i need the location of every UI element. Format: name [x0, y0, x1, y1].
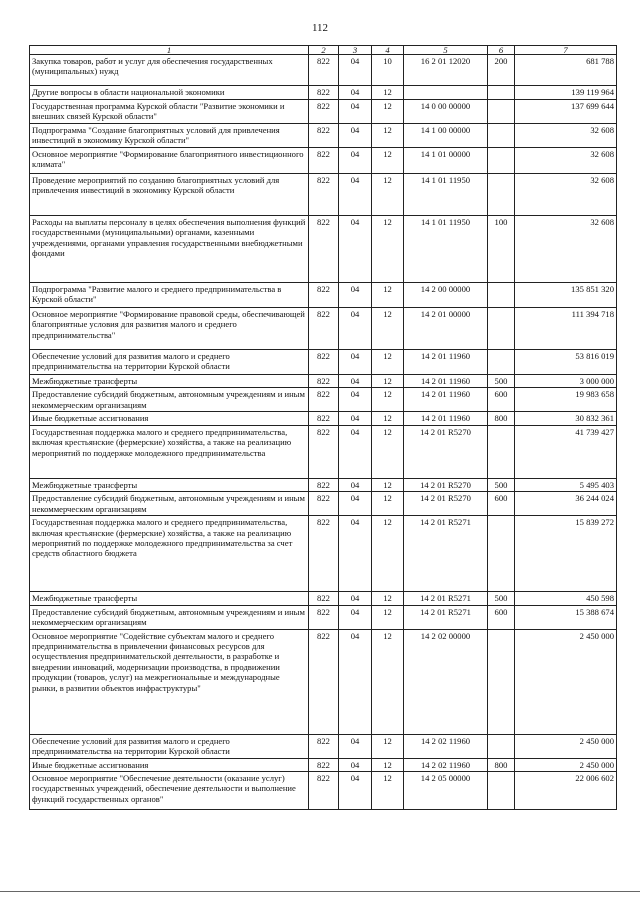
cell-vr: 600	[488, 605, 515, 629]
cell-csr: 14 1 00 00000	[404, 124, 488, 148]
cell-name: Иные бюджетные ассигнования	[30, 412, 309, 425]
cell-csr: 14 2 01 11960	[404, 412, 488, 425]
cell-name: Государственная поддержка малого и среднего предпринимательства, включая крестьянские (фермерские) хозяйства, а также на реализацию мероприятий по поддержке молодежного предпринимательства	[30, 425, 309, 478]
cell-pr: 12	[372, 308, 404, 350]
cell-ved: 822	[309, 124, 339, 148]
cell-sum: 22 006 602	[515, 772, 617, 810]
cell-vr	[488, 516, 515, 592]
cell-rz: 04	[339, 375, 372, 388]
table-row	[30, 758, 617, 771]
cell-rz: 04	[339, 86, 372, 100]
cell-csr: 14 1 01 11950	[404, 174, 488, 216]
cell-vr: 100	[488, 216, 515, 283]
cell-sum: 135 851 320	[515, 283, 617, 308]
cell-sum: 2 450 000	[515, 629, 617, 734]
cell-sum: 450 598	[515, 592, 617, 605]
cell-pr: 12	[372, 734, 404, 758]
table-row	[30, 734, 617, 758]
cell-name: Межбюджетные трансферты	[30, 592, 309, 605]
table-row	[30, 100, 617, 124]
cell-ved: 822	[309, 592, 339, 605]
cell-ved: 822	[309, 492, 339, 516]
cell-sum: 53 816 019	[515, 350, 617, 375]
cell-sum: 15 839 272	[515, 516, 617, 592]
cell-name: Подпрограмма "Создание благоприятных условий для привлечения инвестиций в экономику Курской области"	[30, 124, 309, 148]
cell-pr: 12	[372, 412, 404, 425]
header-cell: 2	[309, 46, 339, 55]
cell-csr: 14 2 01 R5270	[404, 478, 488, 491]
cell-rz: 04	[339, 124, 372, 148]
table-row	[30, 412, 617, 425]
table-row	[30, 216, 617, 283]
header-cell: 5	[404, 46, 488, 55]
cell-csr: 14 2 02 11960	[404, 758, 488, 771]
cell-vr	[488, 124, 515, 148]
cell-vr: 600	[488, 388, 515, 412]
cell-csr: 14 1 01 11950	[404, 216, 488, 283]
cell-name: Межбюджетные трансферты	[30, 478, 309, 491]
table-row	[30, 425, 617, 478]
cell-name: Государственная программа Курской области "Развитие экономики и внешних связей Курской области"	[30, 100, 309, 124]
cell-pr: 12	[372, 216, 404, 283]
page-bottom-line	[0, 891, 640, 892]
cell-pr: 12	[372, 375, 404, 388]
cell-sum: 3 000 000	[515, 375, 617, 388]
cell-pr: 12	[372, 124, 404, 148]
cell-csr: 14 2 01 R5271	[404, 516, 488, 592]
cell-pr: 12	[372, 100, 404, 124]
header-cell: 1	[30, 46, 309, 55]
cell-name: Основное мероприятие "Формирование благоприятного инвестиционного климата"	[30, 148, 309, 174]
cell-sum: 2 450 000	[515, 734, 617, 758]
cell-vr	[488, 283, 515, 308]
cell-sum: 32 608	[515, 216, 617, 283]
cell-ved: 822	[309, 174, 339, 216]
cell-name: Иные бюджетные ассигнования	[30, 758, 309, 771]
cell-ved: 822	[309, 148, 339, 174]
cell-pr: 12	[372, 605, 404, 629]
cell-pr: 12	[372, 283, 404, 308]
table-row	[30, 605, 617, 629]
cell-sum: 32 608	[515, 148, 617, 174]
cell-csr: 14 2 01 11960	[404, 388, 488, 412]
cell-ved: 822	[309, 412, 339, 425]
cell-vr	[488, 308, 515, 350]
cell-rz: 04	[339, 425, 372, 478]
cell-csr: 14 2 01 11960	[404, 350, 488, 375]
cell-ved: 822	[309, 772, 339, 810]
cell-sum: 32 608	[515, 174, 617, 216]
cell-csr: 14 2 01 R5270	[404, 425, 488, 478]
cell-pr: 12	[372, 772, 404, 810]
cell-csr: 14 2 02 11960	[404, 734, 488, 758]
cell-vr	[488, 772, 515, 810]
cell-ved: 822	[309, 375, 339, 388]
cell-vr	[488, 629, 515, 734]
cell-ved: 822	[309, 283, 339, 308]
cell-rz: 04	[339, 388, 372, 412]
header-cell: 4	[372, 46, 404, 55]
header-cell: 6	[488, 46, 515, 55]
cell-rz: 04	[339, 605, 372, 629]
cell-pr: 12	[372, 388, 404, 412]
cell-sum: 32 608	[515, 124, 617, 148]
table-row	[30, 308, 617, 350]
cell-rz: 04	[339, 772, 372, 810]
cell-pr: 12	[372, 592, 404, 605]
cell-name: Предоставление субсидий бюджетным, автономным учреждениям и иным некоммерческим организациям	[30, 492, 309, 516]
cell-vr: 800	[488, 758, 515, 771]
table-row	[30, 124, 617, 148]
cell-name: Основное мероприятие "Обеспечение деятельности (оказание услуг) государственных учреждений, обеспечение деятельности и выполнение функций государственных органов"	[30, 772, 309, 810]
table-row	[30, 283, 617, 308]
header-cell: 7	[515, 46, 617, 55]
table-row	[30, 86, 617, 100]
cell-rz: 04	[339, 629, 372, 734]
cell-sum: 30 832 361	[515, 412, 617, 425]
cell-sum: 681 788	[515, 55, 617, 86]
table-row	[30, 375, 617, 388]
cell-ved: 822	[309, 55, 339, 86]
cell-vr	[488, 174, 515, 216]
cell-ved: 822	[309, 388, 339, 412]
cell-pr: 12	[372, 174, 404, 216]
page-number: 112	[311, 22, 329, 34]
cell-ved: 822	[309, 629, 339, 734]
cell-pr: 12	[372, 148, 404, 174]
cell-pr: 12	[372, 478, 404, 491]
cell-name: Расходы на выплаты персоналу в целях обеспечения выполнения функций государственными (муниципальными) органами, казенными учреждениями, органами управления государственными внебюджетными фондами	[30, 216, 309, 283]
cell-name: Обеспечение условий для развития малого и среднего предпринимательства на территории Курской области	[30, 350, 309, 375]
cell-sum: 19 983 658	[515, 388, 617, 412]
cell-pr: 12	[372, 492, 404, 516]
cell-pr: 12	[372, 425, 404, 478]
cell-csr: 16 2 01 12020	[404, 55, 488, 86]
table-row	[30, 174, 617, 216]
cell-pr: 12	[372, 86, 404, 100]
cell-pr: 12	[372, 629, 404, 734]
cell-name: Предоставление субсидий бюджетным, автономным учреждениям и иным некоммерческим организациям	[30, 605, 309, 629]
cell-rz: 04	[339, 55, 372, 86]
cell-rz: 04	[339, 734, 372, 758]
cell-rz: 04	[339, 148, 372, 174]
cell-ved: 822	[309, 605, 339, 629]
cell-vr: 200	[488, 55, 515, 86]
cell-pr: 10	[372, 55, 404, 86]
cell-rz: 04	[339, 100, 372, 124]
cell-rz: 04	[339, 308, 372, 350]
cell-name: Межбюджетные трансферты	[30, 375, 309, 388]
cell-csr	[404, 86, 488, 100]
cell-csr: 14 1 01 00000	[404, 148, 488, 174]
table-row	[30, 55, 617, 86]
cell-sum: 15 388 674	[515, 605, 617, 629]
cell-ved: 822	[309, 734, 339, 758]
cell-rz: 04	[339, 216, 372, 283]
cell-vr: 800	[488, 412, 515, 425]
cell-csr: 14 2 01 R5270	[404, 492, 488, 516]
cell-vr	[488, 100, 515, 124]
cell-csr: 14 2 01 11960	[404, 375, 488, 388]
cell-ved: 822	[309, 308, 339, 350]
cell-rz: 04	[339, 478, 372, 491]
cell-vr	[488, 148, 515, 174]
cell-sum: 5 495 403	[515, 478, 617, 491]
cell-sum: 111 394 718	[515, 308, 617, 350]
cell-sum: 41 739 427	[515, 425, 617, 478]
cell-csr: 14 2 01 R5271	[404, 605, 488, 629]
cell-ved: 822	[309, 425, 339, 478]
cell-ved: 822	[309, 86, 339, 100]
cell-name: Предоставление субсидий бюджетным, автономным учреждениям и иным некоммерческим организациям	[30, 388, 309, 412]
cell-name: Проведение мероприятий по созданию благоприятных условий для привлечения инвестиций в экономику Курской области	[30, 174, 309, 216]
cell-name: Другие вопросы в области национальной экономики	[30, 86, 309, 100]
cell-rz: 04	[339, 283, 372, 308]
cell-vr	[488, 350, 515, 375]
cell-ved: 822	[309, 216, 339, 283]
cell-rz: 04	[339, 174, 372, 216]
cell-vr	[488, 425, 515, 478]
cell-rz: 04	[339, 492, 372, 516]
table-row	[30, 148, 617, 174]
cell-sum: 137 699 644	[515, 100, 617, 124]
header-row	[30, 46, 617, 55]
cell-sum: 139 119 964	[515, 86, 617, 100]
cell-rz: 04	[339, 516, 372, 592]
cell-csr: 14 2 01 00000	[404, 308, 488, 350]
cell-csr: 14 2 02 00000	[404, 629, 488, 734]
cell-ved: 822	[309, 350, 339, 375]
cell-csr: 14 2 05 00000	[404, 772, 488, 810]
cell-sum: 2 450 000	[515, 758, 617, 771]
cell-csr: 14 2 00 00000	[404, 283, 488, 308]
table-row	[30, 388, 617, 412]
table-row	[30, 350, 617, 375]
cell-pr: 12	[372, 516, 404, 592]
table-row	[30, 478, 617, 491]
cell-rz: 04	[339, 592, 372, 605]
cell-ved: 822	[309, 100, 339, 124]
cell-vr	[488, 734, 515, 758]
cell-ved: 822	[309, 478, 339, 491]
cell-rz: 04	[339, 350, 372, 375]
table-row	[30, 492, 617, 516]
cell-sum: 36 244 024	[515, 492, 617, 516]
cell-ved: 822	[309, 758, 339, 771]
table-row	[30, 629, 617, 734]
cell-name: Основное мероприятие "Содействие субъектам малого и среднего предпринимательства в привлечении финансовых ресурсов для осуществления предпринимательской деятельности, в разработке и внедрении инноваций, модернизации производства, в продвижении продукции (товаров, услуг) на межрегиональные и международные рынки, в развитии объектов инфраструктуры"	[30, 629, 309, 734]
table-row	[30, 592, 617, 605]
cell-vr: 500	[488, 478, 515, 491]
cell-pr: 12	[372, 758, 404, 771]
cell-vr: 500	[488, 592, 515, 605]
cell-vr: 600	[488, 492, 515, 516]
table-row	[30, 772, 617, 810]
cell-vr	[488, 86, 515, 100]
cell-rz: 04	[339, 412, 372, 425]
cell-rz: 04	[339, 758, 372, 771]
cell-csr: 14 2 01 R5271	[404, 592, 488, 605]
table-row	[30, 516, 617, 592]
budget-table	[29, 45, 617, 810]
cell-name: Закупка товаров, работ и услуг для обеспечения государственных (муниципальных) нужд	[30, 55, 309, 86]
cell-name: Государственная поддержка малого и среднего предпринимательства, включая крестьянские (фермерские) хозяйства, а также на реализацию мероприятий по поддержке молодежного предпринимательства за счет средств областного бюджета	[30, 516, 309, 592]
cell-name: Обеспечение условий для развития малого и среднего предпринимательства на территории Курской области	[30, 734, 309, 758]
cell-name: Основное мероприятие "Формирование правовой среды, обеспечивающей благоприятные условия для развития малого и среднего предпринимательства"	[30, 308, 309, 350]
header-cell: 3	[339, 46, 372, 55]
cell-pr: 12	[372, 350, 404, 375]
cell-csr: 14 0 00 00000	[404, 100, 488, 124]
cell-name: Подпрограмма "Развитие малого и среднего предпринимательства в Курской области"	[30, 283, 309, 308]
cell-vr: 500	[488, 375, 515, 388]
cell-ved: 822	[309, 516, 339, 592]
